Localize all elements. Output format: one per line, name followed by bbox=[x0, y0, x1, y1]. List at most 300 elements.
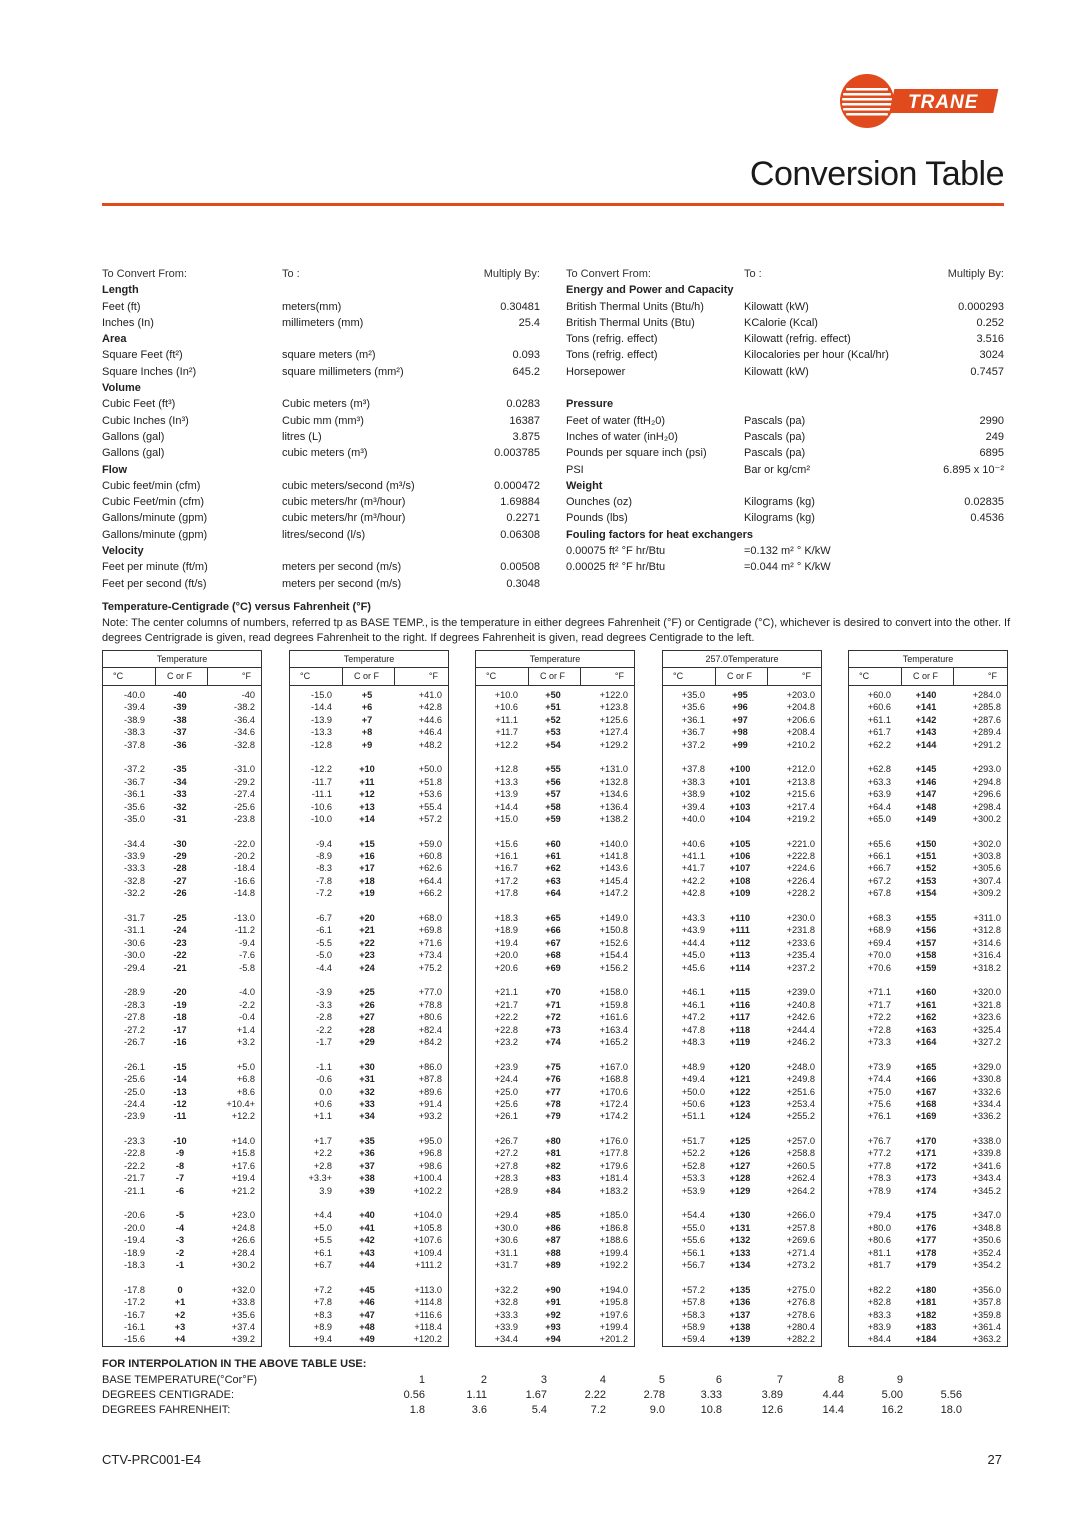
celsius-value: +42.2 bbox=[681, 875, 705, 886]
column-header: To Convert From: bbox=[102, 268, 187, 280]
fahrenheit-value: -36.4 bbox=[234, 714, 255, 725]
base-value: +112 bbox=[729, 937, 751, 948]
celsius-value: +13.9 bbox=[494, 789, 518, 800]
base-value: +163 bbox=[915, 1024, 937, 1035]
fahrenheit-value: +185.0 bbox=[599, 1210, 628, 1221]
base-value: +104 bbox=[729, 813, 751, 824]
fahrenheit-value: +309.2 bbox=[972, 888, 1001, 899]
celsius-value: +10.6 bbox=[494, 702, 518, 713]
temperature-row bbox=[476, 850, 634, 862]
celsius-value: +79.4 bbox=[867, 1210, 891, 1221]
temperature-row bbox=[663, 726, 821, 738]
temperature-column-headers bbox=[849, 668, 1007, 686]
temperature-row bbox=[103, 1259, 261, 1271]
celsius-value: +60.0 bbox=[867, 690, 891, 700]
fahrenheit-value: +91.4 bbox=[418, 1098, 442, 1109]
fahrenheit-value: +356.0 bbox=[972, 1284, 1001, 1295]
celsius-value: +57.8 bbox=[681, 1297, 705, 1308]
fahrenheit-value: +199.4 bbox=[599, 1247, 628, 1258]
celsius-value: -39.4 bbox=[124, 702, 145, 713]
temperature-row bbox=[849, 949, 1007, 961]
temperature-row bbox=[849, 1209, 1007, 1221]
temperature-row bbox=[849, 701, 1007, 713]
from-unit: Tons (refrig. effect) bbox=[566, 333, 658, 346]
section-label: Energy and Power and Capacity bbox=[566, 284, 734, 297]
fahrenheit-value: +244.4 bbox=[786, 1024, 815, 1035]
celsius-value: +22.2 bbox=[494, 1012, 518, 1023]
temperature-row bbox=[663, 1185, 821, 1197]
celsius-value: +69.4 bbox=[867, 937, 891, 948]
interpolation-value: 10.8 bbox=[700, 1404, 722, 1416]
temperature-table-title: Temperature bbox=[103, 650, 261, 668]
celsius-value: +75.6 bbox=[867, 1098, 891, 1109]
fahrenheit-value: +212.0 bbox=[786, 764, 815, 775]
fahrenheit-value: +68.0 bbox=[418, 913, 442, 924]
multiply-factor: 3.875 bbox=[512, 430, 540, 443]
base-value: +90 bbox=[545, 1284, 561, 1295]
temperature-table-title: Temperature bbox=[476, 650, 634, 668]
temperature-row bbox=[103, 1110, 261, 1122]
conversion-row bbox=[566, 445, 1004, 461]
base-value: -6 bbox=[175, 1185, 185, 1196]
base-value: +171 bbox=[915, 1148, 937, 1159]
base-value: +153 bbox=[915, 875, 937, 886]
column-divider bbox=[342, 667, 343, 686]
to-unit: square meters (m²) bbox=[282, 349, 376, 362]
fahrenheit-value: +37.4 bbox=[231, 1321, 255, 1332]
temperature-row bbox=[663, 962, 821, 974]
temperature-row bbox=[476, 776, 634, 788]
temperature-row bbox=[849, 739, 1007, 751]
base-value: -17 bbox=[173, 1024, 187, 1035]
celsius-value: +57.2 bbox=[681, 1284, 705, 1295]
fahrenheit-value: +21.2 bbox=[231, 1185, 255, 1196]
temperature-table-body bbox=[290, 689, 448, 1346]
fahrenheit-value: +82.4 bbox=[418, 1024, 442, 1035]
group-spacer bbox=[103, 1048, 261, 1060]
section-row bbox=[566, 527, 1004, 543]
temperature-row bbox=[663, 1061, 821, 1073]
from-unit: Cubic Feet (ft³) bbox=[102, 398, 176, 411]
fahrenheit-value: +120.2 bbox=[413, 1334, 442, 1345]
fahrenheit-value: +78.8 bbox=[418, 999, 442, 1010]
conversion-row bbox=[566, 299, 1004, 315]
base-value: +72 bbox=[545, 1012, 561, 1023]
temperature-row bbox=[103, 924, 261, 936]
temperature-row bbox=[103, 1247, 261, 1259]
fahrenheit-value: +278.6 bbox=[786, 1309, 815, 1320]
fahrenheit-value: +334.4 bbox=[972, 1098, 1001, 1109]
celsius-value: +61.1 bbox=[867, 714, 891, 725]
section-label: Velocity bbox=[102, 545, 144, 558]
base-value: -9 bbox=[175, 1148, 185, 1159]
fahrenheit-value: +39.2 bbox=[231, 1334, 255, 1345]
temperature-row bbox=[663, 763, 821, 775]
base-value: +52 bbox=[545, 714, 561, 725]
celsius-value: +77.8 bbox=[867, 1160, 891, 1171]
fahrenheit-value: -7.6 bbox=[239, 950, 255, 961]
celsius-value: +31.1 bbox=[494, 1247, 518, 1258]
base-value: +81 bbox=[545, 1148, 561, 1159]
group-spacer bbox=[849, 974, 1007, 986]
temperature-row bbox=[849, 1234, 1007, 1246]
fahrenheit-value: +345.2 bbox=[972, 1185, 1001, 1196]
fahrenheit-value: +347.0 bbox=[972, 1210, 1001, 1221]
base-value: +40 bbox=[359, 1210, 375, 1221]
celsius-value: +76.7 bbox=[867, 1136, 891, 1147]
celsius-value: +63.9 bbox=[867, 789, 891, 800]
celsius-value: -22.2 bbox=[124, 1160, 145, 1171]
base-value: +29 bbox=[359, 1036, 375, 1047]
fahrenheit-value: +282.2 bbox=[786, 1334, 815, 1345]
base-value: +62 bbox=[545, 863, 561, 874]
temperature-row bbox=[476, 1259, 634, 1271]
fahrenheit-value: +93.2 bbox=[418, 1111, 442, 1122]
fahrenheit-value: -4.0 bbox=[239, 987, 255, 998]
celsius-value: -32.8 bbox=[124, 875, 145, 886]
multiply-factor: 1.69884 bbox=[500, 496, 540, 509]
multiply-factor: 0.30481 bbox=[500, 300, 540, 313]
celsius-value: +1.1 bbox=[313, 1111, 332, 1122]
base-value: +89 bbox=[545, 1259, 561, 1270]
base-value: +172 bbox=[915, 1160, 937, 1171]
fahrenheit-value: +145.4 bbox=[599, 875, 628, 886]
celsius-value: +82.2 bbox=[867, 1284, 891, 1295]
base-value: -19 bbox=[173, 999, 187, 1010]
temperature-table-title: Temperature bbox=[290, 650, 448, 668]
celsius-header: °C bbox=[673, 671, 684, 681]
temperature-row bbox=[663, 1222, 821, 1234]
temperature-row bbox=[663, 1036, 821, 1048]
temperature-row bbox=[103, 838, 261, 850]
temperature-row bbox=[663, 1086, 821, 1098]
temperature-row bbox=[476, 689, 634, 701]
temperature-column-headers bbox=[290, 668, 448, 686]
group-spacer bbox=[663, 900, 821, 912]
column-header: Multiply By: bbox=[947, 268, 1004, 280]
temperature-row bbox=[290, 1209, 448, 1221]
celsius-value: -32.2 bbox=[124, 888, 145, 899]
celsius-value: +4.4 bbox=[313, 1210, 332, 1221]
base-value: -39 bbox=[173, 702, 187, 713]
group-spacer bbox=[476, 1197, 634, 1209]
celsius-value: +78.9 bbox=[867, 1185, 891, 1196]
multiply-factor: 0.003785 bbox=[494, 447, 540, 460]
temperature-row bbox=[663, 1011, 821, 1023]
temperature-row bbox=[663, 1309, 821, 1321]
celsius-value: +60.6 bbox=[867, 702, 891, 713]
base-value: +45 bbox=[359, 1284, 375, 1295]
base-value: +170 bbox=[915, 1136, 937, 1147]
conversion-header-row bbox=[566, 266, 1004, 282]
temperature-row bbox=[103, 763, 261, 775]
temperature-row bbox=[663, 1135, 821, 1147]
celsius-value: -37.2 bbox=[124, 764, 145, 775]
fahrenheit-value: -11.2 bbox=[234, 925, 255, 936]
celsius-value: +43.3 bbox=[681, 913, 705, 924]
celsius-value: -13.3 bbox=[311, 727, 332, 738]
fahrenheit-value: +64.4 bbox=[418, 875, 442, 886]
base-value: +10 bbox=[359, 764, 375, 775]
base-value: +94 bbox=[545, 1334, 561, 1345]
base-value: +13 bbox=[359, 801, 375, 812]
fahrenheit-value: +354.2 bbox=[972, 1259, 1001, 1270]
celsius-value: -1.1 bbox=[316, 1061, 332, 1072]
conversion-row bbox=[102, 494, 540, 510]
temperature-row bbox=[663, 1110, 821, 1122]
interpolation-label: DEGREES CENTIGRADE: bbox=[102, 1389, 235, 1401]
base-value: +83 bbox=[545, 1173, 561, 1184]
temperature-table-title: Temperature bbox=[849, 650, 1007, 668]
fahrenheit-value: +260.5 bbox=[786, 1160, 815, 1171]
fahrenheit-value: +77.0 bbox=[418, 987, 442, 998]
celsius-value: +34.4 bbox=[494, 1334, 518, 1345]
interpolation-value: 6 bbox=[715, 1374, 722, 1386]
celsius-value: +6.1 bbox=[313, 1247, 332, 1258]
base-value: +130 bbox=[729, 1210, 751, 1221]
page-title: Conversion Table bbox=[749, 155, 1004, 193]
fahrenheit-value: +289.4 bbox=[972, 727, 1001, 738]
conversion-row bbox=[566, 331, 1004, 347]
from-unit: Ounches (oz) bbox=[566, 496, 633, 509]
multiply-factor: 0.02835 bbox=[964, 496, 1004, 509]
celsius-value: +56.1 bbox=[681, 1247, 705, 1258]
celsius-value: -25.0 bbox=[124, 1086, 145, 1097]
fahrenheit-value: +181.4 bbox=[599, 1173, 628, 1184]
celsius-value: +55.6 bbox=[681, 1235, 705, 1246]
celsius-value: +75.0 bbox=[867, 1086, 891, 1097]
celsius-value: +66.1 bbox=[867, 851, 891, 862]
celsius-value: -25.6 bbox=[124, 1074, 145, 1085]
celsius-value: +73.9 bbox=[867, 1061, 891, 1072]
base-value: +69 bbox=[545, 962, 561, 973]
interpolation-value: 16.2 bbox=[881, 1404, 903, 1416]
celsius-value: -36.7 bbox=[124, 776, 145, 787]
fahrenheit-value: +208.4 bbox=[786, 727, 815, 738]
temperature-row bbox=[476, 1222, 634, 1234]
temperature-row bbox=[849, 1172, 1007, 1184]
temperature-row bbox=[476, 1036, 634, 1048]
fahrenheit-value: +125.6 bbox=[599, 714, 628, 725]
fahrenheit-value: +231.8 bbox=[786, 925, 815, 936]
celsius-value: +29.4 bbox=[494, 1210, 518, 1221]
fahrenheit-value: +320.0 bbox=[972, 987, 1001, 998]
celsius-value: +50.0 bbox=[681, 1086, 705, 1097]
celsius-value: +20.6 bbox=[494, 962, 518, 973]
temperature-row bbox=[290, 850, 448, 862]
base-value: +84 bbox=[545, 1185, 561, 1196]
temperature-row bbox=[663, 1296, 821, 1308]
base-value: +114 bbox=[729, 962, 751, 973]
group-spacer bbox=[290, 751, 448, 763]
group-spacer bbox=[663, 751, 821, 763]
temperature-row bbox=[476, 714, 634, 726]
base-header: C or F bbox=[354, 671, 380, 681]
fahrenheit-value: +183.2 bbox=[599, 1185, 628, 1196]
to-unit: Kilocalories per hour (Kcal/hr) bbox=[744, 349, 889, 362]
celsius-value: +65.6 bbox=[867, 838, 891, 849]
celsius-value: +16.7 bbox=[494, 863, 518, 874]
spacer-row bbox=[566, 380, 1004, 396]
interpolation-value: 3.33 bbox=[700, 1389, 722, 1401]
fahrenheit-value: +152.6 bbox=[599, 937, 628, 948]
temperature-row bbox=[663, 1172, 821, 1184]
base-value: +155 bbox=[915, 913, 937, 924]
fahrenheit-value: +350.6 bbox=[972, 1235, 1001, 1246]
celsius-value: -33.3 bbox=[124, 863, 145, 874]
fahrenheit-value: +86.0 bbox=[418, 1061, 442, 1072]
fahrenheit-value: +102.2 bbox=[413, 1185, 442, 1196]
celsius-value: +27.8 bbox=[494, 1160, 518, 1171]
celsius-value: +38.9 bbox=[681, 789, 705, 800]
from-unit: Inches (In) bbox=[102, 316, 154, 329]
temperature-row bbox=[476, 838, 634, 850]
interpolation-value: 5.56 bbox=[940, 1389, 962, 1401]
fahrenheit-value: +303.8 bbox=[972, 851, 1001, 862]
from-unit: Square Inches (In²) bbox=[102, 365, 197, 378]
interpolation-row bbox=[102, 1404, 1002, 1419]
celsius-value: -13.9 bbox=[311, 714, 332, 725]
section-row bbox=[102, 380, 540, 396]
temperature-row bbox=[476, 949, 634, 961]
to-unit: Cubic mm (mm³) bbox=[282, 414, 364, 427]
to-unit: Pascals (pa) bbox=[744, 447, 806, 460]
to-unit: KCalorie (Kcal) bbox=[744, 316, 818, 329]
base-value: +166 bbox=[915, 1074, 937, 1085]
fahrenheit-value: +341.6 bbox=[972, 1160, 1001, 1171]
temperature-row bbox=[290, 875, 448, 887]
temperature-row bbox=[290, 763, 448, 775]
base-value: -36 bbox=[173, 739, 187, 750]
fahrenheit-value: +215.6 bbox=[786, 789, 815, 800]
fahrenheit-value: +285.8 bbox=[972, 702, 1001, 713]
from-unit: British Thermal Units (Btu) bbox=[566, 316, 695, 329]
celsius-value: -8.9 bbox=[316, 851, 332, 862]
fahrenheit-value: +107.6 bbox=[413, 1235, 442, 1246]
celsius-value: +0.6 bbox=[313, 1098, 332, 1109]
celsius-value: -23.3 bbox=[124, 1136, 145, 1147]
base-value: +17 bbox=[359, 863, 375, 874]
celsius-value: -10.6 bbox=[311, 801, 332, 812]
fahrenheit-value: +339.8 bbox=[972, 1148, 1001, 1159]
multiply-factor: 0.06308 bbox=[500, 528, 540, 541]
base-value: +87 bbox=[545, 1235, 561, 1246]
temperature-row bbox=[663, 1209, 821, 1221]
temperature-row bbox=[103, 714, 261, 726]
celsius-value: +15.0 bbox=[494, 813, 518, 824]
base-value: +102 bbox=[729, 789, 751, 800]
temperature-row bbox=[103, 776, 261, 788]
interpolation-row bbox=[102, 1389, 1002, 1404]
celsius-value: -5.5 bbox=[316, 937, 332, 948]
base-value: +73 bbox=[545, 1024, 561, 1035]
celsius-value: +25.6 bbox=[494, 1098, 518, 1109]
temperature-row bbox=[476, 788, 634, 800]
column-divider bbox=[715, 667, 716, 686]
interpolation-value: 1.11 bbox=[466, 1389, 487, 1401]
temperature-row bbox=[476, 1011, 634, 1023]
base-value: +42 bbox=[359, 1235, 375, 1246]
fahrenheit-value: +363.2 bbox=[972, 1334, 1001, 1345]
temperature-row bbox=[290, 962, 448, 974]
temperature-row bbox=[849, 1011, 1007, 1023]
celsius-value: +6.7 bbox=[313, 1259, 332, 1270]
celsius-value: +51.7 bbox=[681, 1136, 705, 1147]
temperature-row bbox=[476, 1247, 634, 1259]
interpolation-value: 3 bbox=[540, 1374, 547, 1386]
base-value: +4 bbox=[174, 1334, 186, 1345]
fahrenheit-value: +75.2 bbox=[418, 962, 442, 973]
fahrenheit-value: +51.8 bbox=[418, 776, 442, 787]
section-label: Volume bbox=[102, 382, 141, 395]
base-value: +145 bbox=[915, 764, 937, 775]
fahrenheit-value: +352.4 bbox=[972, 1247, 1001, 1258]
fahrenheit-value: +217.4 bbox=[786, 801, 815, 812]
fahrenheit-value: +329.0 bbox=[972, 1061, 1001, 1072]
celsius-value: -19.4 bbox=[124, 1235, 145, 1246]
celsius-value: +38.3 bbox=[681, 776, 705, 787]
temperature-row bbox=[476, 763, 634, 775]
fahrenheit-value: +300.2 bbox=[972, 813, 1001, 824]
from-unit: 0.00025 ft² °F hr/Btu bbox=[566, 561, 666, 574]
celsius-value: +47.2 bbox=[681, 1012, 705, 1023]
fahrenheit-value: +15.8 bbox=[231, 1148, 255, 1159]
temperature-row bbox=[290, 813, 448, 825]
temperature-row bbox=[290, 1321, 448, 1333]
celsius-value: +68.3 bbox=[867, 913, 891, 924]
interpolation-value: 2.78 bbox=[643, 1389, 665, 1401]
interpolation-label: DEGREES FAHRENHEIT: bbox=[102, 1404, 231, 1416]
temperature-row bbox=[476, 701, 634, 713]
base-value: +54 bbox=[545, 739, 561, 750]
fahrenheit-value: +150.8 bbox=[599, 925, 628, 936]
temperature-row bbox=[849, 862, 1007, 874]
base-value: +78 bbox=[545, 1098, 561, 1109]
base-value: +60 bbox=[545, 838, 561, 849]
temperature-row bbox=[663, 1321, 821, 1333]
temperature-row bbox=[663, 850, 821, 862]
conversion-row bbox=[566, 364, 1004, 380]
interpolation-heading: FOR INTERPOLATION IN THE ABOVE TABLE USE: bbox=[102, 1358, 367, 1370]
temperature-row bbox=[290, 999, 448, 1011]
temperature-row bbox=[849, 1247, 1007, 1259]
group-spacer bbox=[476, 1271, 634, 1283]
fahrenheit-value: +134.6 bbox=[599, 789, 628, 800]
base-value: +123 bbox=[729, 1098, 751, 1109]
celsius-value: +7.2 bbox=[313, 1284, 332, 1295]
celsius-value: +9.4 bbox=[313, 1334, 332, 1345]
temperature-row bbox=[103, 999, 261, 1011]
base-value: -23 bbox=[173, 937, 187, 948]
base-value: +7 bbox=[361, 714, 373, 725]
celsius-value: -18.9 bbox=[124, 1247, 145, 1258]
celsius-value: -6.7 bbox=[316, 913, 332, 924]
base-value: +11 bbox=[359, 776, 375, 787]
temperature-row bbox=[476, 937, 634, 949]
to-unit: cubic meters/hr (m³/hour) bbox=[282, 512, 406, 525]
base-value: +66 bbox=[545, 925, 561, 936]
temperature-row bbox=[103, 1333, 261, 1345]
fahrenheit-value: +123.8 bbox=[599, 702, 628, 713]
base-value: +53 bbox=[545, 727, 561, 738]
temperature-row bbox=[103, 949, 261, 961]
celsius-value: -12.8 bbox=[311, 739, 332, 750]
fahrenheit-value: +71.6 bbox=[418, 937, 442, 948]
multiply-factor: 0.093 bbox=[512, 349, 540, 362]
temperature-row bbox=[476, 1073, 634, 1085]
base-value: +47 bbox=[359, 1309, 375, 1320]
interpolation-value: 5.4 bbox=[531, 1404, 547, 1416]
